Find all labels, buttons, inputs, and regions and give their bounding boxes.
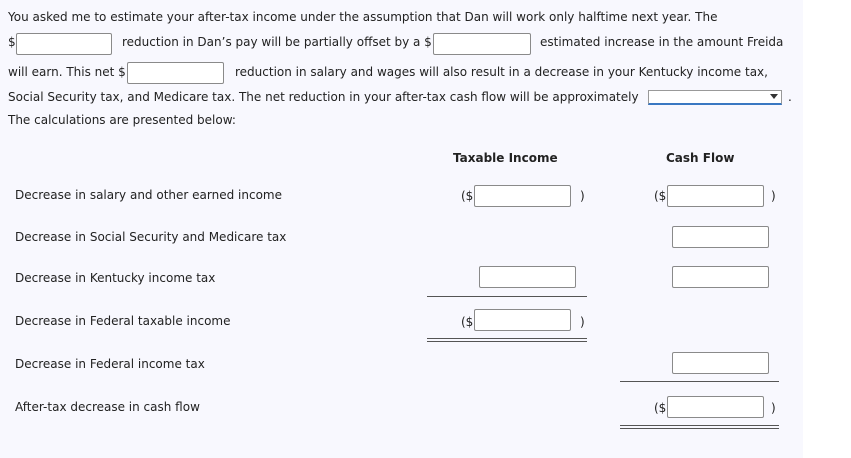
subtotal-rule xyxy=(620,381,779,382)
federal-taxable-income-input[interactable] xyxy=(474,309,571,331)
row-label-salary: Decrease in salary and other earned income xyxy=(15,188,282,202)
kentucky-taxable-income-input[interactable] xyxy=(479,266,576,288)
chevron-down-icon xyxy=(770,94,778,99)
period: . xyxy=(788,90,792,104)
paren-open: ($ xyxy=(461,189,474,203)
paren-open: ($ xyxy=(461,315,474,329)
double-rule-top xyxy=(620,425,779,426)
salary-cash-flow-input[interactable] xyxy=(667,185,764,207)
paragraph-line-1: You asked me to estimate your after-tax income under the assumption that Dan will work only halftime next year. The xyxy=(8,10,718,24)
paragraph-text-3: estimated increase in the amount Freida xyxy=(540,35,784,49)
after-tax-decrease-cash-flow-input[interactable] xyxy=(667,396,764,418)
double-rule-top xyxy=(427,338,587,339)
paragraph-text-2: reduction in Dan’s pay will be partially offset by a $ xyxy=(122,35,432,49)
ss-medicare-cash-flow-input[interactable] xyxy=(672,226,769,248)
after-tax-reduction-dropdown[interactable] xyxy=(648,90,782,105)
paragraph-text-5: reduction in salary and wages will also result in a decrease in your Kentucky income tax, xyxy=(235,65,768,79)
double-rule-bottom xyxy=(620,428,779,429)
row-label-after-tax-decrease: After-tax decrease in cash flow xyxy=(15,400,200,414)
paragraph-text-6: Social Security tax, and Medicare tax. The net reduction in your after-tax cash flow will be approximately xyxy=(8,90,639,104)
row-label-federal-income-tax: Decrease in Federal income tax xyxy=(15,357,205,371)
row-label-ss-medicare: Decrease in Social Security and Medicare tax xyxy=(15,230,287,244)
header-cash-flow: Cash Flow xyxy=(666,151,735,165)
net-reduction-input[interactable] xyxy=(127,62,224,84)
paren-close: ) xyxy=(580,189,585,203)
paragraph-line-5: The calculations are presented below: xyxy=(8,113,236,127)
freida-increase-input[interactable] xyxy=(433,33,531,55)
federal-income-tax-cash-flow-input[interactable] xyxy=(672,352,769,374)
dan-pay-reduction-input[interactable] xyxy=(16,33,112,55)
paren-close: ) xyxy=(580,315,585,329)
dollar-sign: $ xyxy=(8,35,16,49)
subtotal-rule xyxy=(427,296,587,297)
row-label-federal-taxable-income: Decrease in Federal taxable income xyxy=(15,314,231,328)
header-taxable-income: Taxable Income xyxy=(453,151,558,165)
paragraph-text-4: will earn. This net $ xyxy=(8,65,126,79)
paren-open: ($ xyxy=(654,189,667,203)
double-rule-bottom xyxy=(427,341,587,342)
paren-close: ) xyxy=(771,189,776,203)
paren-close: ) xyxy=(771,401,776,415)
kentucky-cash-flow-input[interactable] xyxy=(672,266,769,288)
row-label-kentucky-tax: Decrease in Kentucky income tax xyxy=(15,271,216,285)
paren-open: ($ xyxy=(654,401,667,415)
salary-taxable-income-input[interactable] xyxy=(474,185,571,207)
